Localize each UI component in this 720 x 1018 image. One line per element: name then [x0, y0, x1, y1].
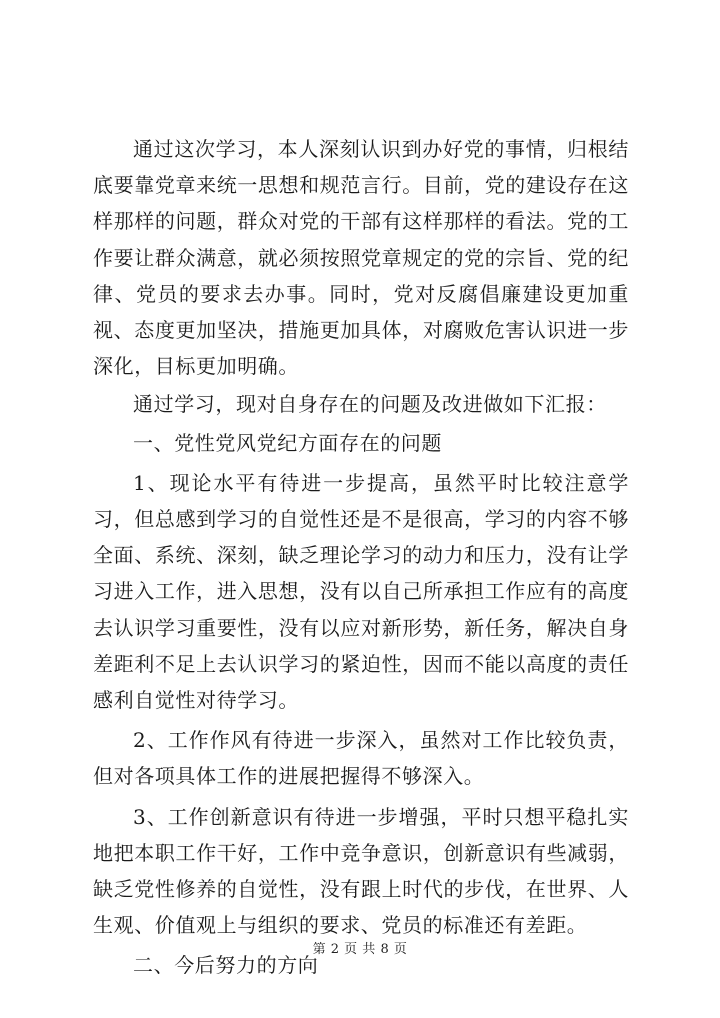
section-heading-problems: 一、党性党风党纪方面存在的问题 — [133, 430, 442, 455]
paragraph-intro: 通过这次学习，本人深刻认识到办好党的事情，归根结底要靠党章来统一思想和规范言行。目前，党的建设存在这样那样的问题，群众对党的干部有这样那样的看法。党的工作要让群众满意，就必须按照党章规定的党的宗旨、党的纪律、党员的要求去办事。同时，党对反腐倡廉建设更加重视、态度更加坚决，措施更加具体，对腐败危害认识进一步深化，目标更加明确。 — [93, 137, 629, 379]
section-heading-direction: 二、今后努力的方向 — [133, 953, 319, 978]
paragraph-item-1: 1、现论水平有待进一步提高，虽然平时比较注意学习，但总感到学习的自觉性还是不是很高，学习的内容不够全面、系统、深刻，缺乏理论学习的动力和压力，没有让学习进入工作，进入思想，没有以自己所承担工作应有的高度去认识学习重要性，没有以应对新形势，新任务，解决自身差距利不足上去认识学习的紧迫性，因而不能以高度的责任感利自觉性对待学习。 — [93, 470, 629, 713]
paragraph-report-intro: 通过学习，现对自身存在的问题及改进做如下汇报： — [133, 392, 607, 417]
paragraph-item-3: 3、工作创新意识有待进一步增强，平时只想平稳扎实地把本职工作干好，工作中竞争意识，创新意识有些减弱，缺乏党性修养的自觉性，没有跟上时代的步伐，在世界、人生观、价值观上与组织的要求、党员的标准还有差距。 — [93, 804, 629, 938]
document-body — [93, 131, 629, 984]
paragraph-item-2: 2、工作作风有待进一步深入，虽然对工作比较负责，但对各项具体工作的进展把握得不够深入。 — [93, 728, 629, 789]
page-number-footer: 第 2 页 共 8 页 — [312, 942, 408, 957]
